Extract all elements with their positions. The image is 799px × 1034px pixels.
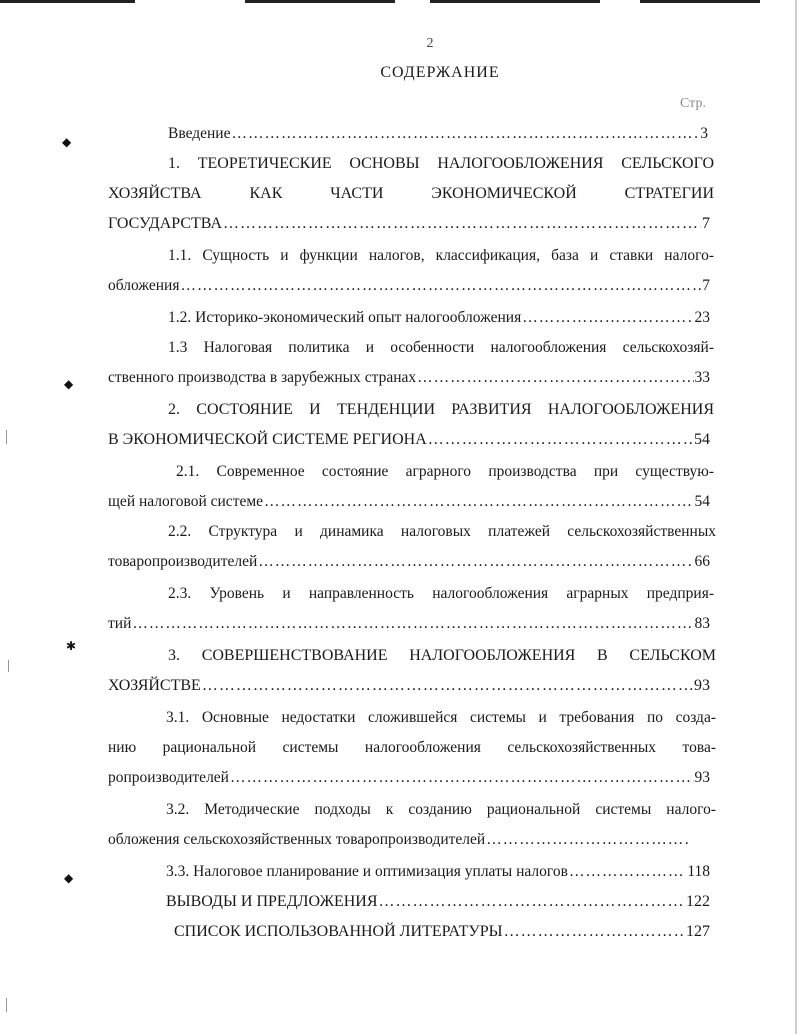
toc-entry-label: ХОЗЯЙСТВЕ [108,677,201,694]
toc-section-3-3[interactable] [166,862,710,882]
page-column-label: Стр. [680,96,706,111]
binding-hole-mark: ◆ [64,377,74,391]
toc-entry-label: 1.2. Историко-экономический опыт налогообложения [168,309,522,326]
toc-chapter-3-line-2[interactable] [108,676,710,696]
binding-hole-mark: ◆ [62,135,72,149]
toc-entry-label: ропроизводителей [108,769,229,786]
toc-entry-label: ственного производства в зарубежных странах [108,369,417,386]
toc-entry-label: ВЫВОДЫ И ПРЕДЛОЖЕНИЯ [166,893,378,910]
scan-edge-mark [640,0,760,3]
scan-border-line [795,0,797,1034]
toc-page-number: 54 [694,493,710,510]
toc-page-number: 33 [694,369,710,386]
scan-artifact [6,998,7,1012]
toc-entry-label: СПИСОК ИСПОЛЬЗОВАННОЙ ЛИТЕРАТУРЫ [174,923,503,940]
toc-page-number: 3 [700,125,708,142]
leader-dots [522,308,693,328]
toc-entry-label: ГОСУДАРСТВА [108,215,222,232]
toc-entry-label: Введение [168,125,231,142]
toc-page-number: 122 [686,893,710,910]
toc-page-number: 127 [686,923,710,940]
toc-entry-label: обложения [108,277,180,294]
leader-dots [202,676,693,696]
toc-chapter-3-line-1[interactable]: 3. СОВЕРШЕНСТВОВАНИЕ НАЛОГООБЛОЖЕНИЯ В СЕЛЬСКОМ [168,647,716,664]
toc-entry-label: 3.3. Налоговое планирование и оптимизация уплаты налогов [166,863,568,880]
toc-entry-intro[interactable] [168,124,708,144]
toc-section-3-2-line-1[interactable]: 3.2. Методические подходы к созданию рациональной системы налого- [166,801,716,818]
toc-entry-label: щей налоговой системе [108,493,264,510]
toc-section-1-1-line-2[interactable] [108,276,710,296]
scan-edge-mark [0,0,135,3]
toc-chapter-1-line-1[interactable]: 1. ТЕОРЕТИЧЕСКИЕ ОСНОВЫ НАЛОГООБЛОЖЕНИЯ СЕЛЬСКОГО [168,155,714,172]
toc-page-number: 7 [702,215,710,232]
toc-page-number: 93 [694,769,710,786]
scan-edge-mark [245,0,395,3]
toc-section-3-1-line-3[interactable] [108,768,710,788]
leader-dots [569,862,686,882]
binding-hole-mark: ◆ [64,871,74,885]
toc-section-3-2-line-2[interactable] [108,830,690,850]
leader-dots [504,922,685,942]
toc-chapter-1-line-3[interactable] [108,214,710,234]
leader-dots [264,492,693,512]
leader-dots [258,552,693,572]
toc-section-3-1-line-2[interactable]: нию рациональной системы налогообложения сельскохозяйственных това- [108,739,716,756]
toc-entry-label: товаропроизводителей [108,553,258,570]
toc-chapter-2-line-2[interactable] [108,430,710,450]
toc-section-1-3-line-2[interactable] [108,368,710,388]
leader-dots [486,830,689,850]
page-number: 2 [426,36,434,51]
toc-chapter-1-line-2[interactable]: ХОЗЯЙСТВА КАК ЧАСТИ ЭКОНОМИЧЕСКОЙ СТРАТЕГИИ [108,185,714,202]
leader-dots [180,276,701,296]
page-title: СОДЕРЖАНИЕ [380,64,500,81]
toc-entry-label: В ЭКОНОМИЧЕСКОЙ СИСТЕМЕ РЕГИОНА [108,431,427,448]
toc-section-1-2[interactable] [168,308,710,328]
toc-section-2-1-line-2[interactable] [108,492,710,512]
toc-section-2-3-line-1[interactable]: 2.3. Уровень и направленность налогообложения аграрных предприя- [168,585,714,602]
toc-section-2-2-line-2[interactable] [108,552,710,572]
toc-conclusions[interactable] [166,892,710,912]
toc-page-number: 83 [694,615,710,632]
leader-dots [230,768,694,788]
scan-artifact [6,430,7,444]
leader-dots [231,124,699,144]
scan-edge-mark [430,0,600,3]
leader-dots [132,614,693,634]
toc-page-number: 54 [694,431,710,448]
toc-page-number: 118 [687,863,710,880]
toc-entry-label: тий [108,615,132,632]
leader-dots [379,892,685,912]
binding-hole-mark: ✱ [66,639,77,653]
toc-section-1-1-line-1[interactable]: 1.1. Сущность и функции налогов, классификация, база и ставки налого- [168,247,714,264]
toc-chapter-2-line-1[interactable]: 2. СОСТОЯНИЕ И ТЕНДЕНЦИИ РАЗВИТИЯ НАЛОГООБЛОЖЕНИЯ [168,401,714,418]
scan-artifact [8,660,9,672]
toc-section-2-2-line-1[interactable]: 2.2. Структура и динамика налоговых платежей сельскохозяйственных [168,523,716,540]
toc-page-number: 93 [694,677,710,694]
leader-dots [428,430,693,450]
toc-references[interactable] [174,922,710,942]
toc-page-number: 7 [702,277,710,294]
toc-page-number: 66 [694,553,710,570]
toc-section-2-3-line-2[interactable] [108,614,710,634]
toc-section-2-1-line-1[interactable]: 2.1. Современное состояние аграрного производства при существую- [176,463,714,480]
toc-page-number: 23 [694,309,710,326]
toc-entry-label: обложения сельскохозяйственных товаропроизводителей [108,831,486,848]
toc-section-3-1-line-1[interactable]: 3.1. Основные недостатки сложившейся системы и требования по созда- [166,709,716,726]
leader-dots [223,214,701,234]
toc-section-1-3-line-1[interactable]: 1.3 Налоговая политика и особенности налогообложения сельскохозяй- [168,339,714,356]
leader-dots [417,368,693,388]
